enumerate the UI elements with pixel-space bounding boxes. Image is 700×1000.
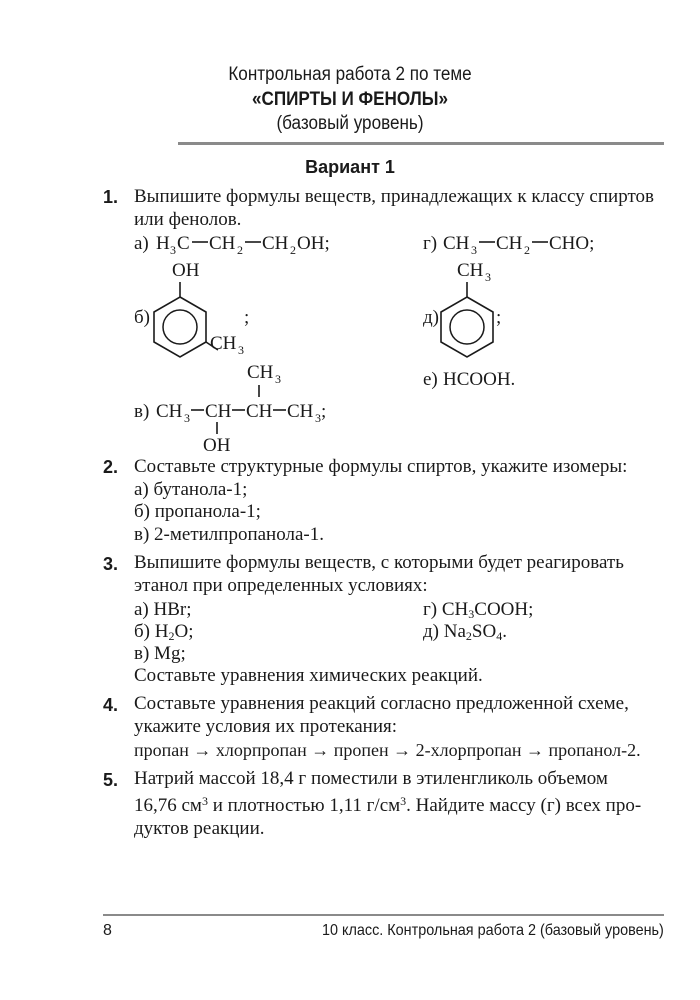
svg-text:а): а): [134, 233, 149, 254]
formula-e: [423, 369, 515, 390]
q4-number: 4.: [103, 695, 119, 715]
q3-number: 3.: [103, 554, 119, 574]
header-rule: [178, 142, 664, 145]
svg-text:CH: CH: [262, 233, 289, 254]
variant-title: Вариант 1: [305, 157, 395, 177]
svg-text:2: 2: [290, 243, 296, 257]
svg-text:H: H: [156, 233, 170, 254]
q2-number: 2.: [103, 457, 119, 477]
formula-b-cresol: [134, 260, 249, 357]
svg-text:;: ;: [496, 307, 502, 328]
svg-text:2: 2: [237, 243, 243, 257]
svg-text:3: 3: [170, 243, 176, 257]
svg-text:;: ;: [244, 307, 250, 328]
q3-item-v: в) Mg;: [134, 643, 186, 664]
svg-text:CH: CH: [246, 401, 273, 422]
svg-text:CH: CH: [210, 333, 237, 354]
svg-text:б): б): [134, 307, 150, 328]
q2-item-v: в) 2-метилпропанола-1.: [134, 524, 324, 545]
svg-text:д): д): [423, 307, 439, 328]
svg-text:CH: CH: [156, 401, 183, 422]
q2-item-a: а) бутанола-1;: [134, 479, 248, 500]
svg-text:CH: CH: [496, 233, 523, 254]
q4-scheme: пропан → хлорпропан → пропен → 2-хлорпропан → пропанол-2.: [134, 740, 641, 760]
formula-a: [134, 233, 330, 257]
svg-text:CH: CH: [209, 233, 236, 254]
q1-number: 1.: [103, 187, 119, 207]
svg-text:3: 3: [275, 372, 281, 386]
q3-text: Выпишите формулы веществ, с которыми будет реагировать этанол при определенных условиях:: [134, 552, 624, 596]
svg-text:CH: CH: [287, 401, 314, 422]
svg-text:в): в): [134, 401, 150, 422]
q3-closing: Составьте уравнения химических реакций.: [134, 665, 483, 686]
svg-text:C: C: [177, 233, 190, 254]
q3-item-b: б) $H_2O$;: [134, 621, 194, 643]
svg-text:3: 3: [471, 243, 477, 257]
svg-text:OH: OH: [203, 435, 231, 455]
svg-text:3: 3: [315, 411, 321, 425]
header-line-1: Контрольная работа 2 по теме: [228, 64, 472, 85]
svg-text:OH: OH: [172, 260, 200, 281]
svg-text:г): г): [423, 233, 438, 254]
q5-text: Натрий массой 18,4 г поместили в этиленгликоль объемом 16,76 $см^3$ и плотностью 1,11 $г/см^3$. Найдите массу (г) всех про- дуктов реакции.: [134, 768, 642, 839]
q1-formulas: [0, 225, 700, 455]
q3-item-d: д) $Na_2SO_4$.: [423, 621, 507, 643]
q5-number: 5.: [103, 770, 119, 790]
svg-text:3: 3: [184, 411, 190, 425]
page-number: 8: [103, 922, 112, 939]
svg-text:3: 3: [238, 343, 244, 357]
formula-v: [134, 362, 326, 455]
formula-d-toluene: [423, 260, 501, 357]
q2-item-b: б) пропанола-1;: [134, 501, 261, 522]
q4-text: Составьте уравнения реакций согласно предложенной схеме, укажите условия их протекания:: [134, 693, 629, 737]
q1-text: Выпишите формулы веществ, принадлежащих к классу спиртов или фенолов.: [134, 186, 654, 230]
svg-text:е): е): [423, 369, 438, 390]
footer-rule: [103, 914, 664, 916]
svg-text:;: ;: [321, 401, 327, 422]
header-topic: «СПИРТЫ И ФЕНОЛЫ»: [251, 89, 449, 110]
svg-text:2: 2: [524, 243, 530, 257]
q2-text: Составьте структурные формулы спиртов, укажите изомеры:: [134, 456, 628, 477]
svg-text:CH: CH: [457, 260, 484, 281]
q3-item-g: г) $CH_3COOH$;: [423, 599, 534, 621]
svg-text:CHO;: CHO;: [549, 233, 595, 254]
svg-text:CH: CH: [205, 401, 232, 422]
svg-text:CH: CH: [247, 362, 274, 383]
header-level: (базовый уровень): [276, 113, 424, 134]
svg-text:3: 3: [485, 270, 491, 284]
svg-text:CH: CH: [443, 233, 470, 254]
svg-text:OH;: OH;: [297, 233, 330, 254]
footer-title: 10 класс. Контрольная работа 2 (базовый уровень): [322, 922, 664, 939]
svg-text:HCOOH.: HCOOH.: [443, 369, 516, 390]
q3-item-a: а) HBr;: [134, 599, 192, 620]
formula-g: [423, 233, 594, 257]
